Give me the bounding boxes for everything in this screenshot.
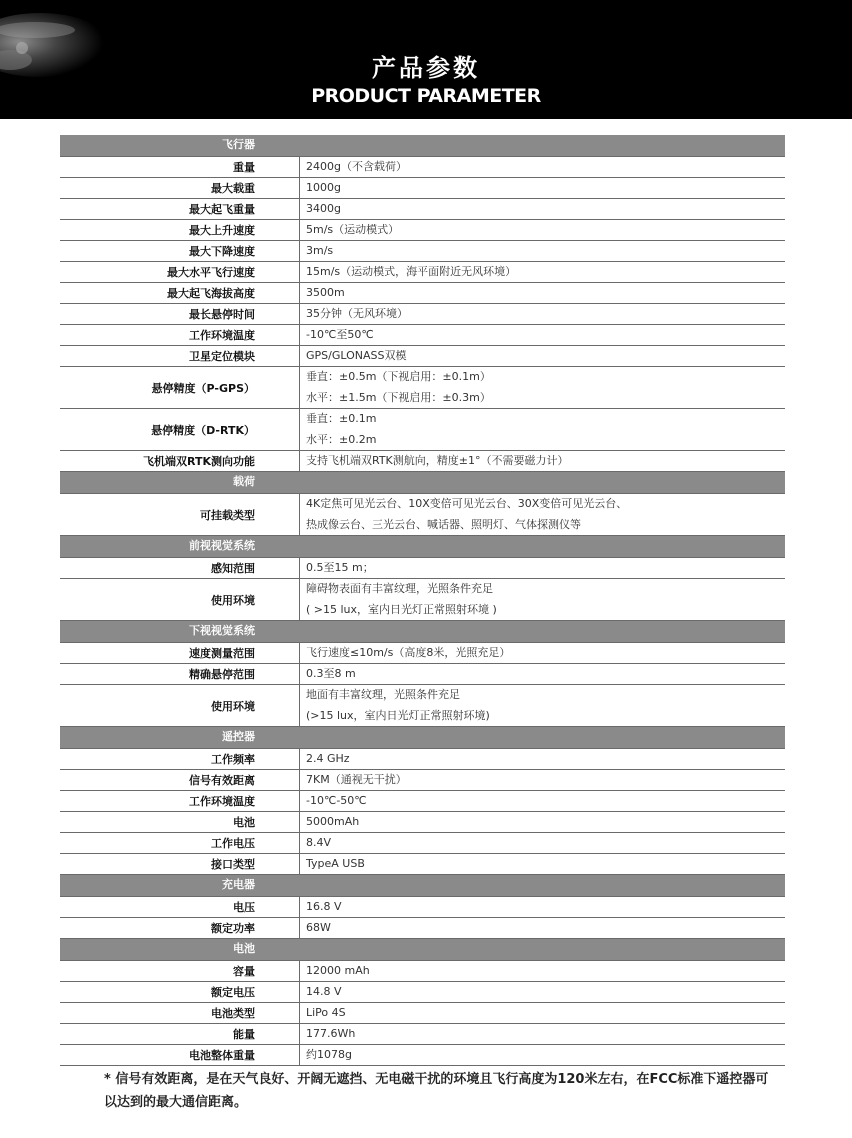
spec-value-line: 0.5至15 m； [306,561,374,574]
spec-row [60,749,785,770]
column-divider [255,325,300,345]
spec-row [60,409,785,451]
spec-value [300,157,785,177]
spec-label: 接口类型 [211,858,255,871]
spec-value-line: 2400g（不含载荷） [306,160,407,173]
spec-row [60,304,785,325]
column-divider [255,367,300,408]
section-title: 载荷 [233,475,255,488]
spec-label: 最长悬停时间 [189,308,255,321]
spec-value-line: 地面有丰富纹理，光照条件充足 [306,688,460,701]
spec-label: 额定电压 [211,986,255,999]
column-divider [255,494,300,535]
spec-value-line: 12000 mAh [306,964,370,977]
column-divider [255,220,300,240]
spec-value-line: 热成像云台、三光云台、喊话器、照明灯、气体探测仪等 [306,518,581,531]
column-divider [255,199,300,219]
spec-value [300,346,785,366]
spec-row [60,346,785,367]
spec-row [60,157,785,178]
spec-row [60,178,785,199]
spec-value [300,367,785,408]
spec-label: 最大起飞海拔高度 [167,287,255,300]
section-title: 遥控器 [222,730,255,743]
spec-label: 电池整体重量 [189,1049,255,1062]
spec-label: 工作环境温度 [189,795,255,808]
column-divider [255,749,300,769]
column-divider [255,1003,300,1023]
spec-label: 电池 [233,816,255,829]
column-divider [255,178,300,198]
column-divider [255,1024,300,1044]
spec-value-line: 3m/s [306,244,334,257]
column-divider [255,451,300,471]
spec-label: 额定功率 [211,922,255,935]
column-divider [255,812,300,832]
spec-row [60,1024,785,1045]
section-title: 前视视觉系统 [189,539,255,552]
spec-row [60,982,785,1003]
spec-row [60,812,785,833]
spec-value [300,304,785,324]
spec-row [60,1045,785,1066]
section-header [60,472,785,494]
spec-row [60,220,785,241]
spec-value [300,961,785,981]
spec-value [300,791,785,811]
spec-value-line: 飞行速度≤10m/s（高度8米，光照充足） [306,646,511,659]
spec-value-line: -10℃至50℃ [306,328,374,341]
spec-label: 最大起飞重量 [189,203,255,216]
column-divider [255,409,300,450]
spec-label: 速度测量范围 [189,647,255,660]
spec-label: 最大上升速度 [189,224,255,237]
column-divider [255,918,300,938]
spec-label: 悬停精度（D-RTK） [151,423,255,437]
spec-value [300,220,785,240]
column-divider [255,241,300,261]
spec-value-line: 障碍物表面有丰富纹理，光照条件充足 [306,582,493,595]
spec-row [60,770,785,791]
spec-row [60,367,785,409]
footnote-text: * 信号有效距离，是在天气良好、开阔无遮挡、无电磁干扰的环境且飞行高度为120米左右，在FCC标准下遥控器可以达到的最大通信距离。 [104,1072,769,1110]
spec-value-line: 3400g [306,202,341,215]
spec-row [60,494,785,536]
column-divider [255,982,300,1002]
section-header [60,727,785,749]
spec-value [300,1024,785,1044]
spec-value-line: -10℃-50℃ [306,794,367,807]
section-title: 飞行器 [222,138,255,151]
spec-value [300,685,785,726]
spec-label: 悬停精度（P-GPS） [151,381,255,395]
spec-row [60,897,785,918]
spec-label: 使用环境 [211,699,255,713]
column-divider [255,558,300,578]
spec-label: 工作环境温度 [189,329,255,342]
spec-label: 重量 [233,161,255,174]
page-subtitle: PRODUCT PARAMETER [311,85,541,107]
spec-value-line: (>15 lux，室内日光灯正常照射环境) [306,709,490,722]
spec-row [60,685,785,727]
section-title: 下视视觉系统 [189,624,255,637]
spec-value [300,579,785,620]
spec-value-line: 垂直：±0.5m（下视启用：±0.1m） [306,370,491,383]
column-divider [255,1045,300,1065]
spec-value-line: 2.4 GHz [306,752,350,765]
spec-value [300,199,785,219]
spec-label: 精确悬停范围 [189,668,255,681]
column-divider [255,157,300,177]
spec-label: 电池类型 [211,1007,255,1020]
spec-label: 最大下降速度 [189,245,255,258]
spec-row [60,241,785,262]
spec-value-line: 约1078g [306,1048,352,1061]
column-divider [255,897,300,917]
spec-row [60,791,785,812]
section-header [60,135,785,157]
spec-value-line: GPS/GLONASS双模 [306,349,407,362]
spec-value [300,262,785,282]
spec-label: 飞机端双RTK测向功能 [142,455,255,468]
column-divider [255,854,300,874]
spec-value-line: 35分钟（无风环境） [306,307,408,320]
spec-row [60,451,785,472]
spec-value-line: 177.6Wh [306,1027,356,1040]
spec-row [60,283,785,304]
spec-row [60,833,785,854]
spec-value-line: 3500m [306,286,345,299]
spec-value [300,325,785,345]
spec-value [300,982,785,1002]
spec-value [300,241,785,261]
spec-row [60,918,785,939]
spec-value-line: 14.8 V [306,985,342,998]
spec-table [60,135,785,1066]
section-header [60,875,785,897]
page-header [0,0,852,119]
spec-row [60,664,785,685]
column-divider [255,961,300,981]
spec-value [300,558,785,578]
spec-row [60,1003,785,1024]
spec-value-line: 4K定焦可见光云台、10X变倍可见光云台、30X变倍可见光云台、 [306,497,628,510]
section-header [60,621,785,643]
column-divider [255,579,300,620]
spec-row [60,325,785,346]
spec-value-line: LiPo 4S [306,1006,346,1019]
spec-label: 最大水平飞行速度 [167,266,255,279]
footnote [80,1068,780,1114]
section-title: 电池 [233,942,255,955]
spec-value-line: 68W [306,921,331,934]
spec-value [300,664,785,684]
spec-value [300,833,785,853]
spec-value [300,854,785,874]
section-header [60,536,785,558]
spec-label: 能量 [233,1028,255,1041]
column-divider [255,643,300,663]
spec-row [60,961,785,982]
column-divider [255,770,300,790]
spec-value-line: 1000g [306,181,341,194]
section-header [60,939,785,961]
spec-row [60,262,785,283]
spec-value [300,178,785,198]
column-divider [255,791,300,811]
spec-value [300,749,785,769]
spec-value [300,494,785,535]
spec-value-line: 7KM（通视无干扰） [306,773,407,786]
spec-value-line: 0.3至8 m [306,667,356,680]
spec-value-line: 垂直：±0.1m [306,412,377,425]
spec-value [300,451,785,471]
spec-row [60,199,785,220]
spec-value-line: ( >15 lux，室内日光灯正常照射环境 ) [306,603,497,616]
spec-value-line: 16.8 V [306,900,342,913]
spec-label: 容量 [233,965,255,978]
spec-value [300,1045,785,1065]
spec-value-line: 5000mAh [306,815,360,828]
column-divider [255,304,300,324]
spec-value [300,409,785,450]
spec-row [60,558,785,579]
spec-value [300,812,785,832]
spec-value [300,770,785,790]
spec-row [60,643,785,664]
spec-value-line: TypeA USB [306,857,365,870]
spec-value [300,1003,785,1023]
spec-value-line: 15m/s（运动模式，海平面附近无风环境） [306,265,517,278]
spec-value [300,897,785,917]
column-divider [255,346,300,366]
spec-label: 使用环境 [211,593,255,607]
column-divider [255,262,300,282]
column-divider [255,833,300,853]
column-divider [255,685,300,726]
page-title: 产品参数 [372,54,480,82]
spec-label: 工作频率 [211,753,255,766]
spec-value [300,283,785,303]
spec-value-line: 水平：±0.2m [306,433,377,446]
column-divider [255,283,300,303]
spec-value-line: 5m/s（运动模式） [306,223,400,236]
spec-label: 信号有效距离 [189,774,255,787]
spec-value [300,918,785,938]
spec-value-line: 水平：±1.5m（下视启用：±0.3m） [306,391,491,404]
section-title: 充电器 [222,878,255,891]
column-divider [255,664,300,684]
spec-label: 卫星定位模块 [189,350,255,363]
spec-value [300,643,785,663]
spec-label: 感知范围 [211,562,255,575]
spec-row [60,854,785,875]
spec-label: 工作电压 [211,837,255,850]
spec-value-line: 支持飞机端双RTK测航向，精度±1°（不需要磁力计） [306,454,569,467]
spec-label: 电压 [233,901,255,914]
spec-label: 可挂载类型 [200,508,255,522]
spec-label: 最大载重 [211,182,255,195]
spec-row [60,579,785,621]
spec-value-line: 8.4V [306,836,332,849]
